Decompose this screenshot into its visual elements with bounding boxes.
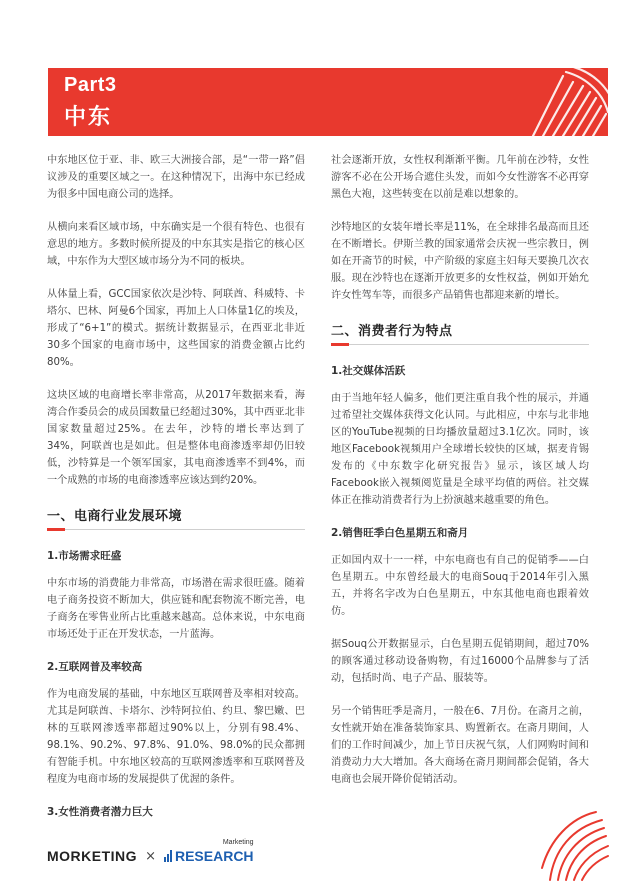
- corner-swirl-icon: [540, 810, 610, 882]
- research-logo-super: Marketing: [222, 839, 254, 846]
- social-media-paragraph: 由于当地年轻人偏多，他们更注重自我个性的展示，并通过希望社交媒体获得文化认同。与此相应，中东与北非地区的YouTube视频的日均播放量超过3.1亿次。同时，该地区Facebook视频用户全球增长较快的区域，据麦肯锡发布的《中东数字化研究报告》显示，该区域人均Facebook嵌入视频阅览量是全球平均值的两倍。社交媒体正在推动消费者行为上扮演越来越重要的角色。: [331, 393, 589, 506]
- research-logo-text: RESEARCH: [174, 848, 254, 864]
- header-stripe-pattern-icon: [438, 68, 608, 136]
- intro-paragraph-4: 这块区域的电商增长率非常高，从2017年数据来看，海湾合作委员会的成员国数量已经超过30%，其中西亚北非国家数量超过25%。在去年，沙特的增长率达到了34%，阿联酋也是如此。但是整体电商渗透率却仍旧较低，沙特算是一个领军国家，其电商渗透率不到4%，而一个成熟的市场的电商渗透率应该达到约20%。: [47, 390, 305, 486]
- chapter-header: [48, 68, 608, 136]
- subheading-social-media: 1.社交媒体活跃: [331, 365, 406, 377]
- research-logo: [164, 839, 254, 864]
- left-column: [47, 152, 305, 831]
- section-title: 二、消费者行为特点: [331, 324, 453, 339]
- intro-paragraph-1: 中东地区位于亚、非、欧三大洲接合部，是“一带一路”倡议涉及的重要区域之一。在这种情况下，出海中东已经成为很多中国电商公司的选择。: [47, 155, 305, 200]
- bar-chart-icon: [164, 850, 173, 862]
- section-rule: [331, 344, 589, 345]
- section-heading-consumer-behavior: [331, 320, 589, 345]
- intro-paragraph-3: 从体量上看，GCC国家依次是沙特、阿联酋、科威特、卡塔尔、巴林、阿曼6个国家，再加上人口体量1亿的埃及，形成了“6+1”的模式。据统计数据显示，在西亚北非近30多个国家的电商市场中，这些国家的消费金额占比约80%。: [47, 289, 305, 368]
- chapter-title: 中东: [64, 105, 113, 130]
- market-demand-paragraph: 中东市场的消费能力非常高，市场潜在需求很旺盛。随着电子商务投资不断加大，供应链和配套物流不断完善，电子商务在零售业所占比重越来越高。总体来说，中东电商市场还处于正在开发状态，一片蓝海。: [47, 578, 305, 640]
- internet-penetration-paragraph: 作为电商发展的基础，中东地区互联网普及率相对较高。尤其是阿联酋、卡塔尔、沙特阿拉伯、约旦、黎巴嫩、巴林的互联网渗透率都超过90%以上，分别有98.4%、98.1%、90.2%、97.8%、91.0%、98.0%的民众都拥有智能手机。中东地区较高的互联网渗透率和互联网普及程度为电商市场的发展提供了优渥的条件。: [47, 689, 305, 785]
- section-heading-environment: [47, 505, 305, 530]
- subheading-sales-season: 2.销售旺季白色星期五和斋月: [331, 527, 469, 539]
- morketing-logo: MORKETING: [47, 848, 138, 864]
- section-title: 一、电商行业发展环境: [47, 509, 183, 524]
- subheading-female-consumers: 3.女性消费者潜力巨大: [47, 806, 153, 818]
- ramadan-paragraph: 另一个销售旺季是斋月，一般在6、7月份。在斋月之前，女性就开始在准备装饰家具、购置新衣。在斋月期间，人们的工作时间减少，加上节日庆祝气氛，人们网购时间和消费动力大大增加。各大商场在斋月期间都会促销，各大电商也会展开降价促销活动。: [331, 706, 589, 785]
- female-consumer-paragraph-2: 沙特地区的女装年增长率是11%，在全球排名最高而且还在不断增长。伊斯兰教的国家通常会庆祝一些宗教日，例如在开斋节的时候，中产阶级的家庭主妇每天要换几次衣服。现在沙特也在逐渐开放更多的女性权益，例如开始允许女性驾车等，而很多产品销售也都迎来新的增长。: [331, 222, 589, 301]
- chapter-part-label: Part3: [64, 74, 117, 96]
- logo-separator: ×: [145, 848, 156, 864]
- female-consumer-paragraph-1: 社会逐渐开放，女性权利渐渐平衡。几年前在沙特，女性游客不必在公开场合遮住头发，而如今女性游客不必再穿黑色大袍，这些转变在以前是难以想象的。: [331, 155, 589, 200]
- subheading-internet-penetration: 2.互联网普及率较高: [47, 661, 143, 673]
- right-column: [331, 152, 589, 804]
- white-friday-paragraph: 正如国内双十一一样，中东电商也有自己的促销季——白色星期五。中东曾经最大的电商Souq于2014年引入黑五，并将名字改为白色星期五，中东其他电商也跟着效仿。: [331, 555, 589, 617]
- intro-paragraph-2: 从横向来看区域市场，中东确实是一个很有特色、也很有意思的地方。多数时候所提及的中东其实是指它的核心区域，中东作为大型区域市场分为不同的板块。: [47, 222, 305, 267]
- souq-data-paragraph: 据Souq公开数据显示，白色星期五促销期间，超过70%的顾客通过移动设备购物，有过16000个品牌参与了活动，包括时尚、电子产品、服装等。: [331, 639, 589, 684]
- subheading-market-demand: 1.市场需求旺盛: [47, 550, 122, 562]
- footer-logo: [47, 839, 254, 866]
- section-rule: [47, 529, 305, 530]
